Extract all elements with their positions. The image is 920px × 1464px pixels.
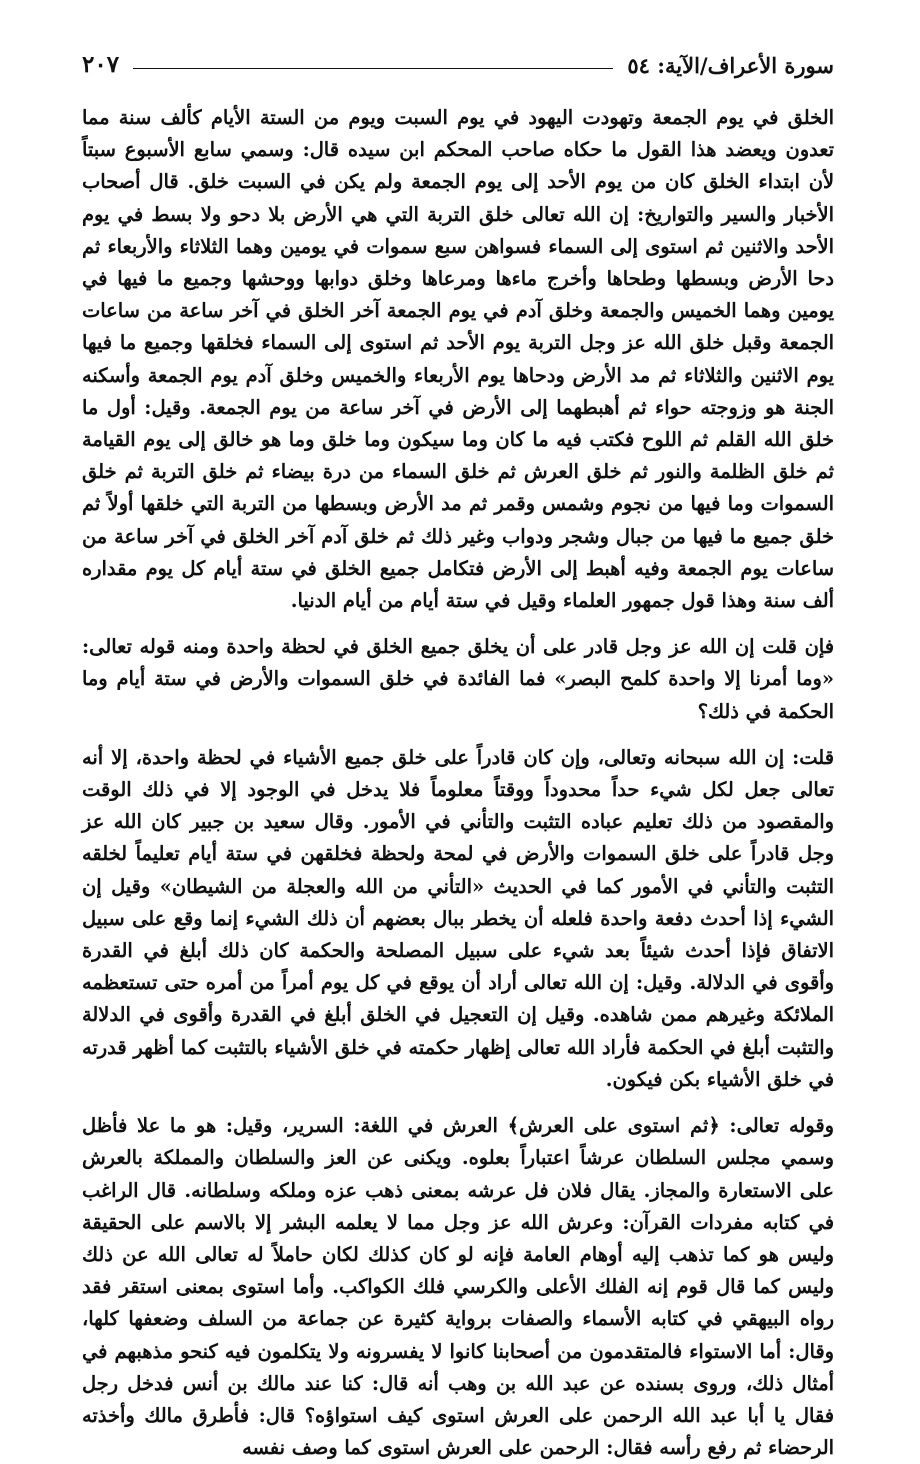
paragraph-4: وقوله تعالى: ﴿ثم استوى على العرش﴾ العرش في اللغة: السرير، وقيل: هو ما علا فأظل وسمي مجلس السلطان عرشاً اعتباراً بعلوه. ويكنى عن العز والسلطان والمملكة بالعرش على الاستعارة والمجاز. يقال فلان فل عرشه بمعنى ذهب عزه وملكه وسلطانه. قال الراغب في كتابه مفردات القرآن: وعرش الله عز وجل مما لا يعلمه البشر إلا بالاسم على الحقيقة وليس هو كما تذهب إليه أوهام العامة فإنه لو كان كذلك لكان حاملاً له تعالى الله عن ذلك وليس كما قال قوم إنه الفلك الأعلى والكرسي فلك الكواكب. وأما استوى بمعنى استقر فقد رواه البيهقي في كتابه الأسماء والصفات برواية كثيرة عن جماعة من السلف وضعفها كلها، وقال: أما الاستواء فالمتقدمون من أصحابنا كانوا لا يفسرونه ولا يتكلمون فيه كنحو مذهبهم في أمثال ذلك، وروى بسنده عن عبد الله بن وهب أنه قال: كنا عند مالك بن أنس فدخل رجل فقال يا أبا عبد الله الرحمن على العرش استوى كيف استواؤه؟ قال: فأطرق مالك وأخذته الرحضاء ثم رفع رأسه فقال: الرحمن على العرش استوى كما وصف نفسه	[82, 1114, 834, 1460]
page-header	[82, 44, 834, 78]
paragraph-3: قلت: إن الله سبحانه وتعالى، وإن كان قادراً على خلق جميع الأشياء في لحظة واحدة، إلا أنه تعالى جعل لكل شيء حداً محدوداً ووقتاً معلوماً فلا يدخل في الوجود إلا في ذلك الوقت والمقصود من ذلك تعليم عباده التثبت والتأني في الأمور. وقال سعيد بن جبير كان الله عز وجل قادراً على خلق السموات والأرض في لمحة ولحظة فخلقهن في ستة أيام تعليماً لخلقه التثبت والتأني في الأمور كما في الحديث «التأني من الله والعجلة من الشيطان» وقيل إن الشيء إذا أحدث دفعة واحدة فلعله أن يخطر ببال بعضهم أن ذلك الشيء إنما وقع على سبيل الاتفاق فإذا أحدث شيئاً بعد شيء على سبيل المصلحة والحكمة كان ذلك أبلغ في القدرة وأقوى في الدلالة. وقيل: إن الله تعالى أراد أن يوقع في كل يوم أمراً من أمره حتى تستعظمه الملائكة وغيرهم ممن شاهده. وقيل إن التعجيل في الخلق أبلغ في القدرة وأقوى في الدلالة والتثبت أبلغ في الحكمة فأراد الله تعالى إظهار حكمته في خلق الأشياء بالتثبت كما أظهر قدرته في خلق الأشياء بكن فيكون.	[82, 745, 835, 1091]
page-number: ٢٠٧	[82, 51, 120, 78]
header-rule	[133, 68, 613, 69]
paragraph-2: فإن قلت إن الله عز وجل قادر على أن يخلق جميع الخلق في لحظة واحدة ومنه قوله تعالى: «وما أمرنا إلا واحدة كلمح البصر» فما الفائدة في خلق السموات والأرض في ستة أيام وما الحكمة في ذلك؟	[82, 635, 834, 723]
body-text	[82, 102, 834, 1464]
paragraph-1: الخلق في يوم الجمعة وتهودت اليهود في يوم السبت ويوم من الستة الأيام كألف سنة مما تعدون ويعضد هذا القول ما حكاه صاحب المحكم ابن سيده قال: وسمي سابع الأسبوع سبتاً لأن ابتداء الخلق كان من يوم الأحد إلى يوم الجمعة ولم يكن في السبت خلق. قال أصحاب الأخبار والسير والتواريخ: إن الله تعالى خلق التربة التي هي الأرض بلا دحو ولا بسط في يوم الأحد والاثنين ثم استوى إلى السماء فسواهن سبع سموات في يومين وهما الثلاثاء والأربعاء ثم دحا الأرض وبسطها وطحاها وأخرج ماءها ومرعاها وخلق دوابها ووحشها وجميع ما فيها في يومين وهما الخميس والجمعة وخلق آدم في يوم الجمعة آخر الخلق في آخر ساعة من ساعات الجمعة وقبل خلق الله عز وجل التربة يوم الأحد ثم استوى إلى السماء فخلقها وجميع ما فيها يوم الاثنين والثلاثاء ثم مد الأرض ودحاها يوم الأربعاء والخميس وخلق آدم يوم الجمعة وأسكنه الجنة هو وزوجته حواء ثم أهبطهما إلى الأرض في آخر ساعة من يوم الجمعة. وقيل: أول ما خلق الله القلم ثم اللوح فكتب فيه ما كان وما سيكون وما خلق وما هو خالق إلى يوم القيامة ثم خلق الظلمة والنور ثم خلق العرش ثم خلق السماء من درة بيضاء ثم خلق التربة ثم خلق السموات وما فيها من نجوم وشمس وقمر ثم مد الأرض وبسطها من التربة التي خلقها أولاً ثم خلق جميع ما فيها من جبال وشجر ودواب وغير ذلك ثم خلق آدم آخر الخلق في آخر ساعة من ساعات يوم الجمعة وفيه أهبط إلى الأرض فتكامل جميع الخلق في ستة أيام كل يوم مقداره ألف سنة وهذا قول جمهور العلماء وقيل في ستة أيام من أيام الدنيا.	[82, 106, 834, 613]
running-title: سورة الأعراف/الآية: ٥٤	[627, 53, 834, 78]
